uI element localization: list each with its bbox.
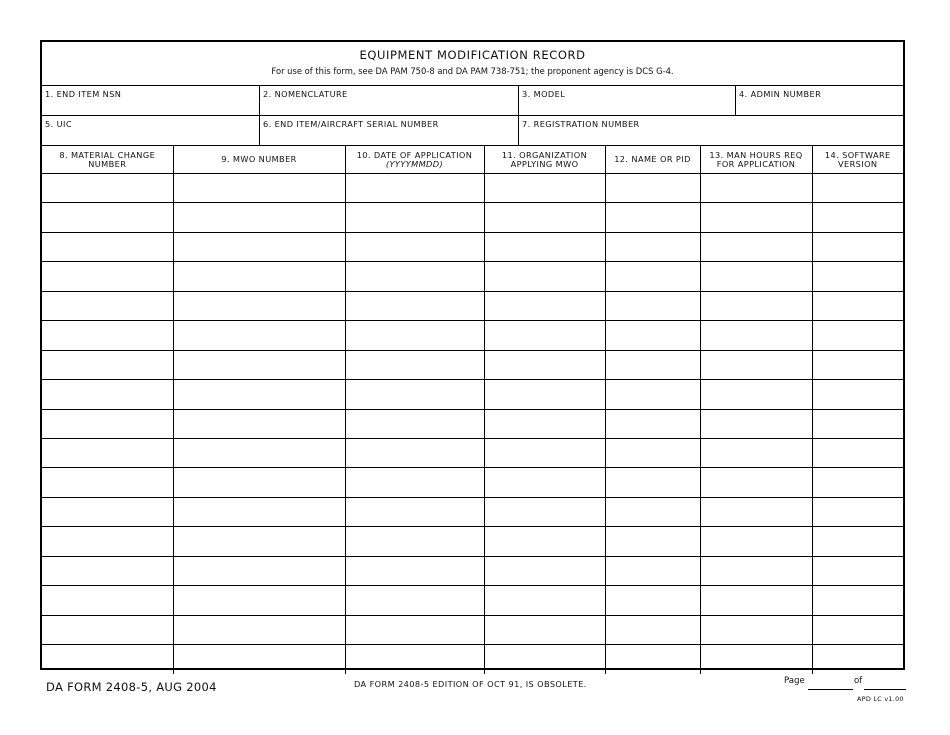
end-item-nsn-field[interactable] <box>42 85 260 115</box>
mwo-number-cell[interactable] <box>173 645 345 674</box>
name-or-pid-cell[interactable] <box>605 232 700 261</box>
man-hours-req-cell[interactable] <box>700 438 812 467</box>
mwo-number-cell[interactable] <box>173 468 345 497</box>
material-change-number-cell[interactable] <box>42 497 173 526</box>
mwo-number-cell[interactable] <box>173 615 345 644</box>
organization-applying-mwo-cell[interactable] <box>484 232 605 261</box>
software-version-cell[interactable] <box>812 527 903 556</box>
organization-applying-mwo-cell[interactable] <box>484 409 605 438</box>
table-row <box>42 438 903 467</box>
man-hours-req-cell[interactable] <box>700 556 812 585</box>
man-hours-req-cell[interactable] <box>700 232 812 261</box>
man-hours-req-cell[interactable] <box>700 468 812 497</box>
col-header-line2: NUMBER <box>88 158 127 169</box>
info-row-1 <box>42 85 903 116</box>
mwo-number-cell[interactable] <box>173 174 345 203</box>
name-or-pid-cell[interactable] <box>605 321 700 350</box>
name-or-pid-cell[interactable] <box>605 350 700 379</box>
table-row <box>42 497 903 526</box>
table-row <box>42 468 903 497</box>
material-change-number-cell[interactable] <box>42 291 173 320</box>
man-hours-req-cell[interactable] <box>700 615 812 644</box>
date-of-application-cell[interactable] <box>345 409 484 438</box>
col-header-line1: 14. SOFTWARE <box>824 149 891 160</box>
col-header-mwo-number <box>173 146 345 174</box>
organization-applying-mwo-cell[interactable] <box>484 438 605 467</box>
man-hours-req-cell[interactable] <box>700 409 812 438</box>
software-version-cell[interactable] <box>812 645 903 674</box>
table-row <box>42 291 903 320</box>
model-field[interactable] <box>519 85 736 115</box>
organization-applying-mwo-cell[interactable] <box>484 615 605 644</box>
material-change-number-cell[interactable] <box>42 174 173 203</box>
mwo-number-cell[interactable] <box>173 527 345 556</box>
date-of-application-cell[interactable] <box>345 291 484 320</box>
form-frame <box>40 40 905 670</box>
date-of-application-cell[interactable] <box>345 438 484 467</box>
col-header-line1: 13. MAN HOURS REQ <box>709 149 803 160</box>
col-header-line1: 12. NAME OR PID <box>614 154 691 164</box>
organization-applying-mwo-cell[interactable] <box>484 645 605 674</box>
date-of-application-cell[interactable] <box>345 262 484 291</box>
software-version-cell[interactable] <box>812 380 903 409</box>
admin-number-label: 4. ADMIN NUMBER <box>739 89 822 99</box>
date-of-application-cell[interactable] <box>345 350 484 379</box>
date-of-application-cell[interactable] <box>345 645 484 674</box>
page-of-label: of <box>854 676 863 686</box>
date-of-application-cell[interactable] <box>345 527 484 556</box>
mwo-number-cell[interactable] <box>173 321 345 350</box>
table-row <box>42 556 903 585</box>
material-change-number-cell[interactable] <box>42 350 173 379</box>
col-header-line2: FOR APPLICATION <box>716 158 796 169</box>
man-hours-req-cell[interactable] <box>700 174 812 203</box>
software-version-cell[interactable] <box>812 174 903 203</box>
admin-number-field[interactable] <box>736 85 903 115</box>
table-row <box>42 174 903 203</box>
material-change-number-cell[interactable] <box>42 321 173 350</box>
material-change-number-cell[interactable] <box>42 380 173 409</box>
form-title: EQUIPMENT MODIFICATION RECORD <box>359 48 586 62</box>
modification-log-table <box>42 145 903 674</box>
man-hours-req-cell[interactable] <box>700 527 812 556</box>
serial-number-label: 6. END ITEM/AIRCRAFT SERIAL NUMBER <box>263 119 439 129</box>
page-number-input[interactable] <box>808 689 853 690</box>
software-version-cell[interactable] <box>812 321 903 350</box>
organization-applying-mwo-cell[interactable] <box>484 468 605 497</box>
date-of-application-cell[interactable] <box>345 203 484 232</box>
table-header-row <box>42 146 903 174</box>
man-hours-req-cell[interactable] <box>700 203 812 232</box>
form-number: DA FORM 2408-5, AUG 2004 <box>46 680 217 694</box>
nomenclature-label: 2. NOMENCLATURE <box>263 89 348 99</box>
material-change-number-cell[interactable] <box>42 645 173 674</box>
software-version-cell[interactable] <box>812 556 903 585</box>
organization-applying-mwo-cell[interactable] <box>484 350 605 379</box>
name-or-pid-cell[interactable] <box>605 262 700 291</box>
material-change-number-cell[interactable] <box>42 586 173 615</box>
software-version-cell[interactable] <box>812 438 903 467</box>
software-version-cell[interactable] <box>812 350 903 379</box>
name-or-pid-cell[interactable] <box>605 645 700 674</box>
organization-applying-mwo-cell[interactable] <box>484 497 605 526</box>
software-version-cell[interactable] <box>812 232 903 261</box>
organization-applying-mwo-cell[interactable] <box>484 321 605 350</box>
software-version-cell[interactable] <box>812 468 903 497</box>
col-header-line1: 8. MATERIAL CHANGE <box>59 149 156 160</box>
table-row <box>42 321 903 350</box>
organization-applying-mwo-cell[interactable] <box>484 291 605 320</box>
mwo-number-cell[interactable] <box>173 586 345 615</box>
man-hours-req-cell[interactable] <box>700 321 812 350</box>
date-of-application-cell[interactable] <box>345 321 484 350</box>
name-or-pid-cell[interactable] <box>605 527 700 556</box>
software-version-cell[interactable] <box>812 291 903 320</box>
material-change-number-cell[interactable] <box>42 409 173 438</box>
name-or-pid-cell[interactable] <box>605 556 700 585</box>
col-header-name-or-pid <box>605 146 700 174</box>
col-header-line1: 11. ORGANIZATION <box>501 149 588 160</box>
mwo-number-cell[interactable] <box>173 497 345 526</box>
man-hours-req-cell[interactable] <box>700 380 812 409</box>
date-of-application-cell[interactable] <box>345 497 484 526</box>
col-header-line1: 9. MWO NUMBER <box>221 154 297 164</box>
table-row <box>42 350 903 379</box>
name-or-pid-cell[interactable] <box>605 468 700 497</box>
name-or-pid-cell[interactable] <box>605 438 700 467</box>
col-header-man-hours <box>700 146 812 174</box>
man-hours-req-cell[interactable] <box>700 262 812 291</box>
organization-applying-mwo-cell[interactable] <box>484 586 605 615</box>
table-row <box>42 232 903 261</box>
mwo-number-cell[interactable] <box>173 262 345 291</box>
mwo-number-cell[interactable] <box>173 232 345 261</box>
material-change-number-cell[interactable] <box>42 527 173 556</box>
date-of-application-cell[interactable] <box>345 468 484 497</box>
man-hours-req-cell[interactable] <box>700 291 812 320</box>
table-row <box>42 203 903 232</box>
man-hours-req-cell[interactable] <box>700 645 812 674</box>
form-subtitle: For use of this form, see DA PAM 750-8 and DA PAM 738-751; the proponent agency is DCS G-4. <box>271 66 674 76</box>
man-hours-req-cell[interactable] <box>700 497 812 526</box>
date-of-application-cell[interactable] <box>345 232 484 261</box>
registration-number-label: 7. REGISTRATION NUMBER <box>522 119 640 129</box>
name-or-pid-cell[interactable] <box>605 615 700 644</box>
col-header-line1: 10. DATE OF APPLICATION <box>356 149 473 160</box>
organization-applying-mwo-cell[interactable] <box>484 203 605 232</box>
name-or-pid-cell[interactable] <box>605 497 700 526</box>
software-version-cell[interactable] <box>812 615 903 644</box>
serial-number-field[interactable] <box>260 115 519 145</box>
end-item-nsn-label: 1. END ITEM NSN <box>45 89 122 99</box>
table-row <box>42 409 903 438</box>
model-label: 3. MODEL <box>522 89 566 99</box>
registration-number-field[interactable] <box>519 115 903 145</box>
mwo-number-cell[interactable] <box>173 380 345 409</box>
name-or-pid-cell[interactable] <box>605 586 700 615</box>
material-change-number-cell[interactable] <box>42 203 173 232</box>
material-change-number-cell[interactable] <box>42 615 173 644</box>
material-change-number-cell[interactable] <box>42 262 173 291</box>
table-body <box>42 174 903 674</box>
name-or-pid-cell[interactable] <box>605 203 700 232</box>
software-version-cell[interactable] <box>812 586 903 615</box>
table-row <box>42 586 903 615</box>
nomenclature-field[interactable] <box>260 85 519 115</box>
page-label: Page <box>784 676 805 686</box>
date-of-application-cell[interactable] <box>345 615 484 644</box>
man-hours-req-cell[interactable] <box>700 586 812 615</box>
uic-label: 5. UIC <box>45 119 72 129</box>
material-change-number-cell[interactable] <box>42 232 173 261</box>
organization-applying-mwo-cell[interactable] <box>484 262 605 291</box>
date-of-application-cell[interactable] <box>345 586 484 615</box>
software-version-cell[interactable] <box>812 203 903 232</box>
col-header-line2: (YYYYMMDD) <box>385 158 444 169</box>
date-of-application-cell[interactable] <box>345 380 484 409</box>
version-label: APD LC v1.00 <box>857 695 904 703</box>
material-change-number-cell[interactable] <box>42 556 173 585</box>
table-row <box>42 380 903 409</box>
man-hours-req-cell[interactable] <box>700 350 812 379</box>
name-or-pid-cell[interactable] <box>605 380 700 409</box>
date-of-application-cell[interactable] <box>345 556 484 585</box>
material-change-number-cell[interactable] <box>42 468 173 497</box>
uic-field[interactable] <box>42 115 260 145</box>
software-version-cell[interactable] <box>812 262 903 291</box>
table-row <box>42 527 903 556</box>
table-row <box>42 645 903 674</box>
col-header-software-version <box>812 146 903 174</box>
mwo-number-cell[interactable] <box>173 350 345 379</box>
organization-applying-mwo-cell[interactable] <box>484 174 605 203</box>
organization-applying-mwo-cell[interactable] <box>484 380 605 409</box>
table-row <box>42 615 903 644</box>
col-header-date-of-application <box>345 146 484 174</box>
mwo-number-cell[interactable] <box>173 556 345 585</box>
table-row <box>42 262 903 291</box>
software-version-cell[interactable] <box>812 409 903 438</box>
mwo-number-cell[interactable] <box>173 409 345 438</box>
mwo-number-cell[interactable] <box>173 438 345 467</box>
col-header-line2: VERSION <box>838 158 878 169</box>
software-version-cell[interactable] <box>812 497 903 526</box>
form-header <box>42 42 903 86</box>
organization-applying-mwo-cell[interactable] <box>484 556 605 585</box>
col-header-organization <box>484 146 605 174</box>
mwo-number-cell[interactable] <box>173 291 345 320</box>
name-or-pid-cell[interactable] <box>605 409 700 438</box>
info-row-2 <box>42 115 903 146</box>
obsolete-note: DA FORM 2408-5 EDITION OF OCT 91, IS OBSOLETE. <box>354 679 587 689</box>
mwo-number-cell[interactable] <box>173 203 345 232</box>
organization-applying-mwo-cell[interactable] <box>484 527 605 556</box>
date-of-application-cell[interactable] <box>345 174 484 203</box>
material-change-number-cell[interactable] <box>42 438 173 467</box>
name-or-pid-cell[interactable] <box>605 291 700 320</box>
total-pages-input[interactable] <box>864 689 906 690</box>
col-header-material-change <box>42 146 173 174</box>
name-or-pid-cell[interactable] <box>605 174 700 203</box>
col-header-line2: APPLYING MWO <box>510 158 579 169</box>
